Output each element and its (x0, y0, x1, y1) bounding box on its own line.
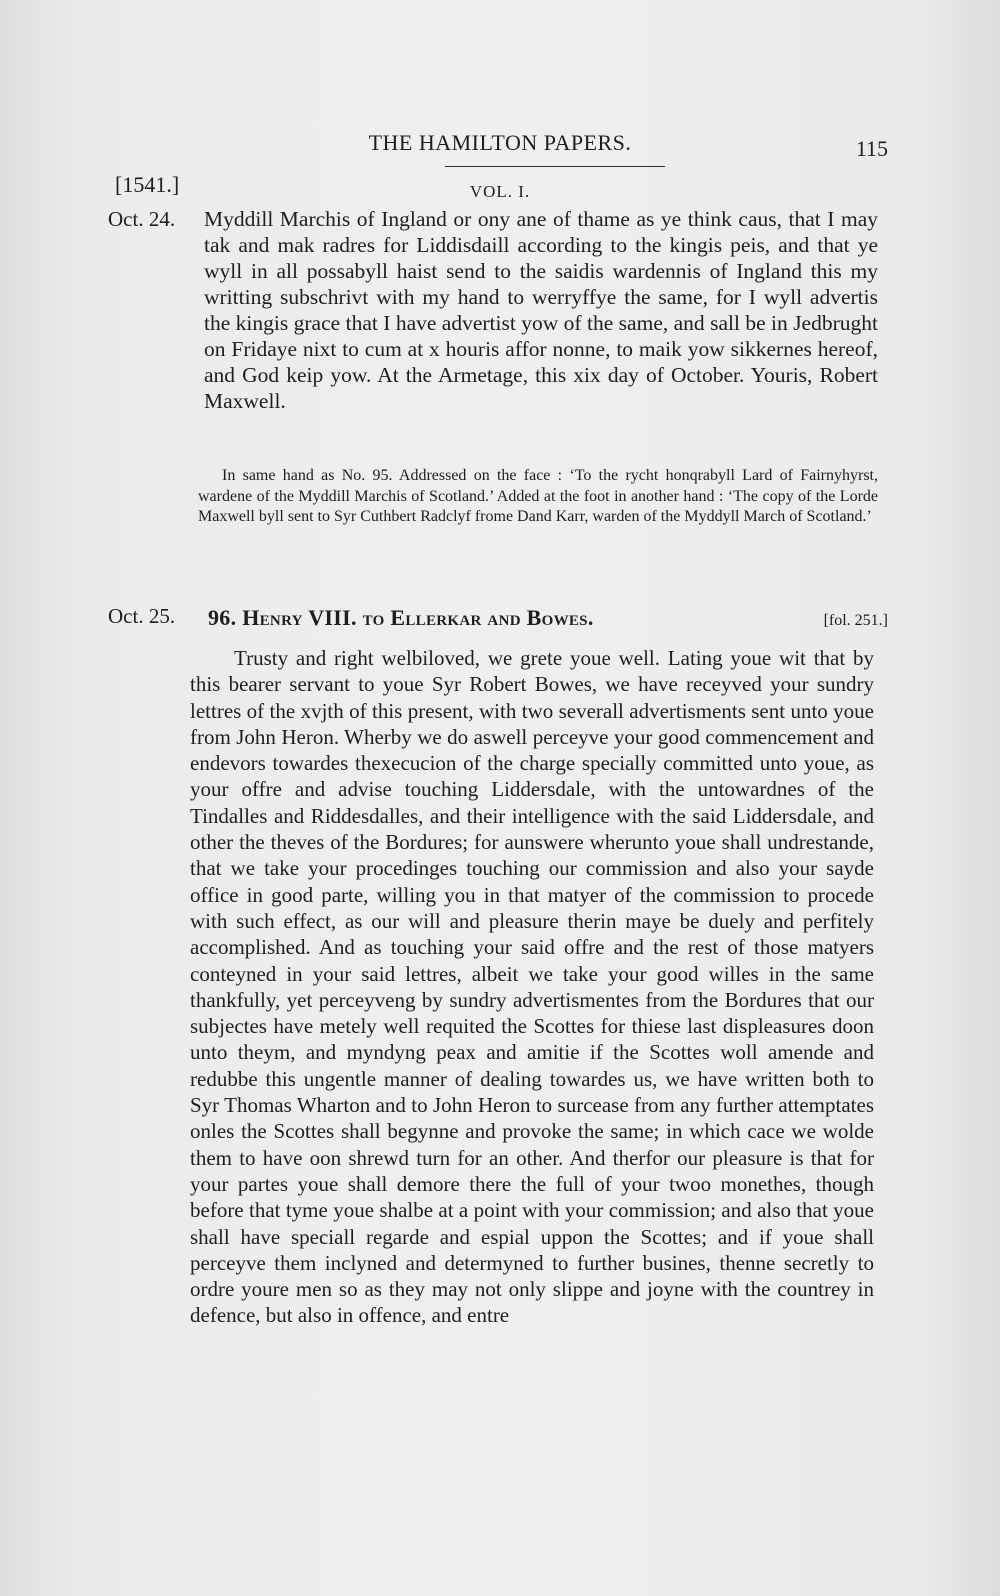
letter-text: Myddill Marchis of Ingland or ony ane of thame as ye think caus, that I may tak and mak radres for Liddisdaill according to the kingis peis, and that ye wyll in all possabyll haist send to the saidis wardennis of Ingland this my writting subschrivt with my hand to werryffye the same, for I wyll advertis the kingis grace that I have advertist yow of the same, and sall be in Jedbrught on Fridaye nixt to cum at x houris affor nonne, to maik yow sikkernes hereof, and God keip yow. At the Armetage, this xix day of October. Youris, Robert Maxwell. (204, 207, 878, 413)
letter-text: Trusty and right welbiloved, we grete youe well. Lating youe wit that by this bearer servant to youe Syr Robert Bowes, we have receyved your sundry lettres of the xvjth of this present, with two severall advertisments sent unto youe from John Heron. Wherby we do aswell perceyve your good commencement and endevors towardes thexecucion of the charge specially committed unto youe, as your offre and advise touching Liddersdale, with the untowardnes of the Tindalles and Riddesdalles, and their intelligence with the said Liddersdale, and other the theves of the Bordures; for aunswere wherunto youe shall undrestande, that we take your procedinges touching our commission and also your sayde office in good parte, willing you in that matyer of the commission to procede with such effect, as our will and pleasure therin maye be duely and perfitely accomplished. And as touching your said offre and the rest of those matyers conteyned in your said lettres, albeit we take your good willes in the same thankfully, yet perceyveng by sundry advertismentes from the Bordures that our subjectes have metely well requited the Scottes for thiese last displeasures doon unto theym, and myndyng peax and amitie if the Scottes woll amende and redubbe this ungentle manner of dealing towardes us, we have written both to Syr Thomas Wharton and to John Heron to surcease from any further attemptates onles the Scottes shall begynne and provoke the same; in which cace we wolde them to have oon shrewd turn for an other. And therfor our pleasure is that for your partes youe shall demore there the full of your twoo monethes, though before that tyme youe shalbe at a point with your commission; and also that youe shall have speciall regarde and espial uppon the Scottes; and if youe shall perceyve them inclyned and determyned to further busines, thenne secretly to ordre youre men so as they may not only slippe and joyne with the countrey in defence, but also in offence, and entre (190, 646, 874, 1328)
entry-number: 96. (208, 605, 237, 630)
volume-label: VOL. I. (469, 182, 531, 201)
editorial-note: In same hand as No. 95. Addressed on the face : ‘To the rycht honqrabyll Lard of Fairnyhyrst, wardene of the Myddill Marchis of Scotland.’ Added at the foot in another hand : ‘The copy of the Lorde Maxwell byll sent to Syr Cuthbert Radclyf frome Dand Karr, warden of the Myddyll March of Scotland.’ (198, 467, 878, 525)
year-marker: [1541.] (115, 172, 180, 197)
folio-reference: [fol. 251.] (823, 612, 888, 629)
entry-date: Oct. 24. (108, 207, 176, 231)
entry-title: Henry VIII. to Ellerkar and Bowes. (242, 605, 594, 630)
page-number: 115 (855, 136, 888, 161)
running-title: THE HAMILTON PAPERS. (368, 130, 632, 155)
title-rule (445, 166, 665, 167)
entry-heading (208, 605, 594, 631)
entry-date: Oct. 25. (108, 604, 176, 628)
